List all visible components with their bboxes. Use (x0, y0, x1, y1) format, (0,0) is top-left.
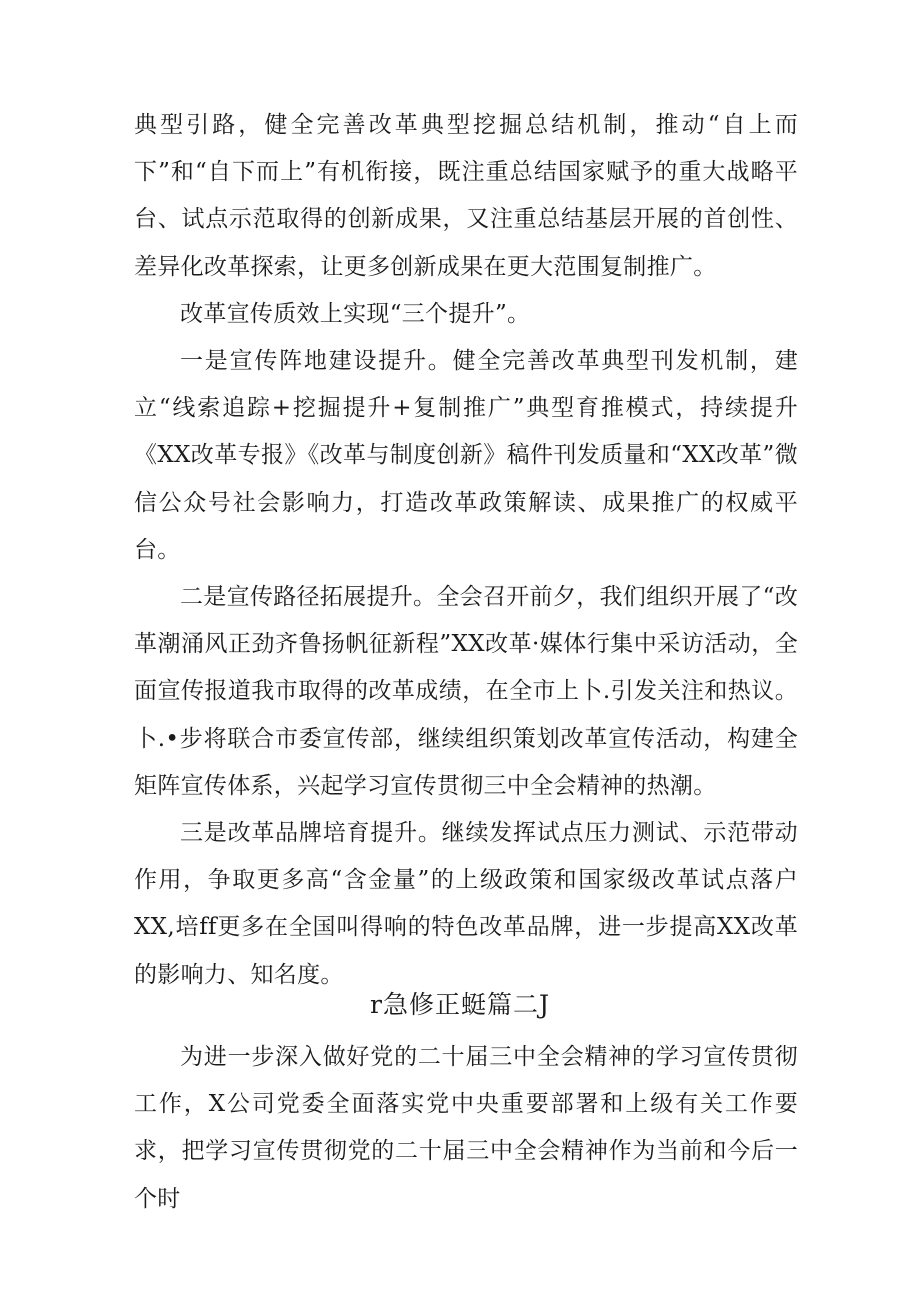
paragraph-position-building: 一是宣传阵地建设提升。健全完善改革典型刊发机制，建立“线索追踪+挖掘提升+复制推广”典型育推模式，持续提升《XX改革专报》《改革与制度创新》稿件刊发质量和“XX改革”微信公众号社会影响力，打造改革政策解读、成果推广的权威平台。 (134, 348, 798, 563)
section-heading: r急修正蜓篇二J (370, 990, 550, 1019)
document-body-continued (134, 1034, 798, 1223)
paragraph-typical-guidance: 典型引路，健全完善改革典型挖掘总结机制，推动“自上而下”和“自下而上”有机衔接，既注重总结国家赋予的重大战略平台、试点示范取得的创新成果，又注重总结基层开展的首创性、差异化改革探索，让更多创新成果在更大范围复制推广。 (134, 112, 798, 280)
document-body (134, 102, 798, 999)
paragraph-study-publicity: 为进一步深入做好党的二十届三中全会精神的学习宣传贯彻工作，X公司党委全面落实党中央重要部署和上级有关工作要求，把学习宣传贯彻党的二十届三中全会精神作为当前和今后一个时 (134, 1044, 798, 1212)
paragraph-brand-cultivation: 三是改革品牌培育提升。继续发挥试点压力测试、示范带动作用，争取更多高“含金量”的上级政策和国家级改革试点落户XX,培ff更多在全国叫得响的特色改革品牌，进一步提高XX改革的影响力、知名度。 (134, 820, 798, 988)
paragraph-path-expansion: 二是宣传路径拓展提升。全会召开前夕，我们组织开展了“改革潮涌风正劲齐鲁扬帆征新程”XX改革·媒体行集中采访活动，全面宣传报道我市取得的改革成绩，在全市上卜.引发关注和热议。卜.•步将联合市委宣传部，继续组织策划改革宣传活动，构建全矩阵宣传体系，兴起学习宣传贯彻三中全会精神的热潮。 (134, 584, 798, 799)
paragraph-three-improvements-heading: 改革宣传质效上实现“三个提升”。 (180, 300, 531, 327)
